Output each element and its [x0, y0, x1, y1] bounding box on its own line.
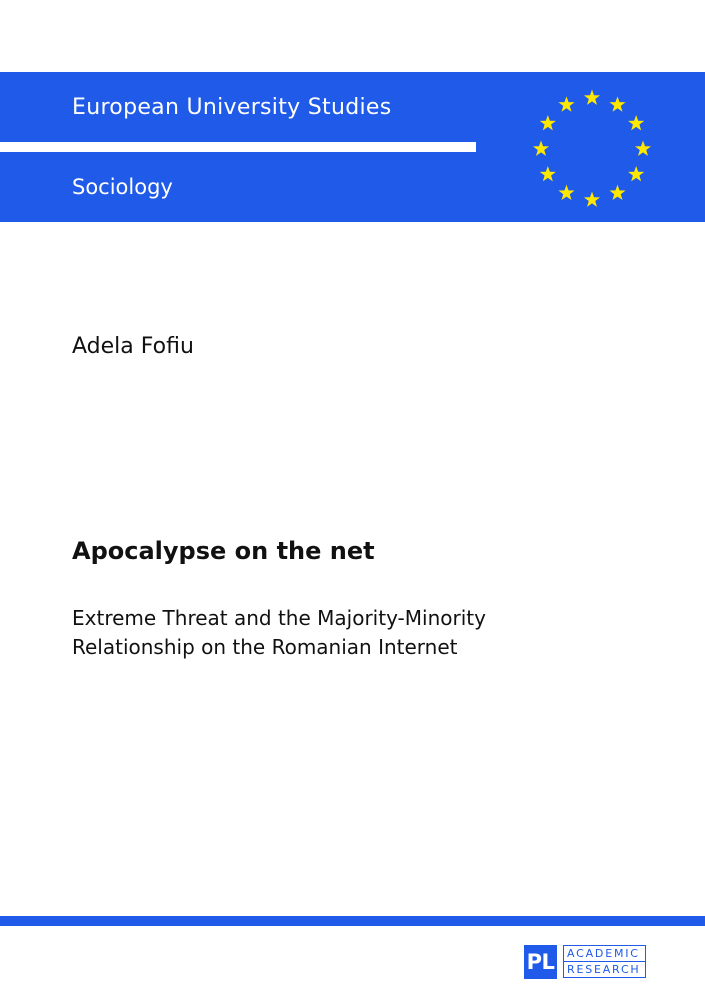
star-icon	[558, 96, 574, 111]
book-subtitle-line-2: Relationship on the Romanian Internet	[72, 635, 458, 659]
star-icon	[540, 166, 556, 181]
eu-star-circle-icon	[526, 88, 658, 210]
footer-bar	[0, 916, 705, 926]
author-name: Adela Fofiu	[72, 334, 194, 359]
publisher-name-line-1: ACADEMIC	[563, 945, 646, 962]
book-subtitle-line-1: Extreme Threat and the Majority-Minority	[72, 606, 486, 630]
star-icon	[628, 166, 644, 181]
star-icon	[584, 192, 600, 207]
star-icon	[628, 115, 644, 130]
star-icon	[558, 185, 574, 200]
publisher-logo	[524, 945, 657, 979]
star-icon	[584, 90, 600, 105]
publisher-name	[563, 945, 646, 978]
book-title: Apocalypse on the net	[72, 537, 375, 565]
star-icon	[609, 96, 625, 111]
star-icon	[635, 141, 651, 156]
series-subtitle: Sociology	[72, 175, 173, 199]
star-icon	[609, 185, 625, 200]
publisher-mark: PL	[524, 945, 557, 979]
star-icon	[533, 141, 549, 156]
series-title: European University Studies	[72, 95, 392, 120]
banner-divider	[0, 142, 476, 152]
book-subtitle	[72, 604, 632, 662]
publisher-name-line-2: RESEARCH	[563, 962, 646, 978]
series-banner	[0, 72, 705, 222]
star-icon	[540, 115, 556, 130]
